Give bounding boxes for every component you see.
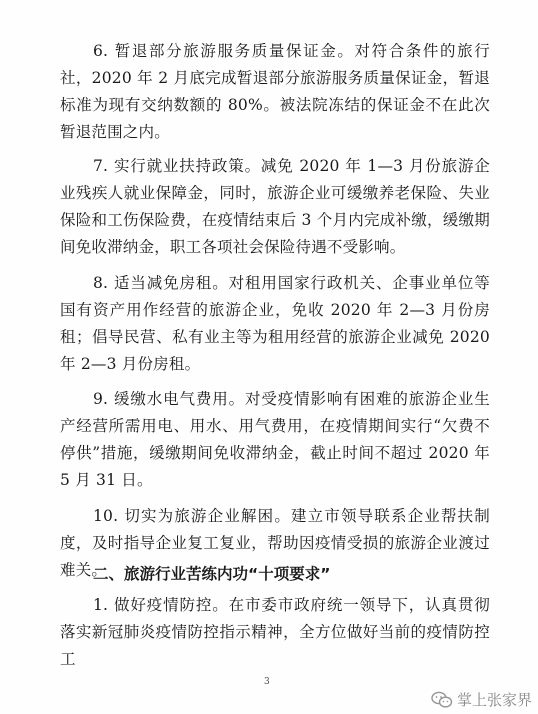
watermark-text: 掌上张家界 (456, 691, 532, 709)
paragraph-10: 10. 切实为旅游企业解困。建立市领导联系企业帮扶制度，及时指导企业复工复业，帮助因疫情受损的旅游企业渡过难关。 (60, 507, 490, 579)
paragraph-9: 9. 缓缴水电气费用。对受疫情影响有困难的旅游企业生产经营所需用电、用水、用气费用，在疫情期间实行“欠费不停供”措施，缓缴期间免收滞纳金，截止时间不超过 2020 年 5 月 31 日。 (60, 390, 490, 489)
paragraph-8: 8. 适当减免房租。对租用国家行政机关、企事业单位等国有资产用作经营的旅游企业，免收 2020 年 2—3 月份房租；倡导民营、私有业主等为租用经营的旅游企业减免 2020 年 2—3 月份房租。 (60, 274, 490, 373)
paragraph-7: 7. 实行就业扶持政策。减免 2020 年 1—3 月份旅游企业残疾人就业保障金，同时，旅游企业可缓缴养老保险、失业保险和工伤保险费，在疫情结束后 3 个月内完成补缴，缓缴期间免收滞纳金，职工各项社会保险待遇不受影响。 (60, 157, 490, 256)
page-number: 3 (264, 677, 270, 687)
wechat-icon (431, 691, 453, 709)
paragraph-6: 6. 暂退部分旅游服务质量保证金。对符合条件的旅行社，2020 年 2 月底完成暂退部分旅游服务质量保证金，暂退标准为现有交纳数额的 80%。被法院冻结的保证金不在此次暂退范围之内。 (60, 42, 490, 141)
paragraph-requirement-1: 1. 做好疫情防控。在市委市政府统一领导下，认真贯彻落实新冠肺炎疫情防控指示精神，全方位做好当前的疫情防控工 (60, 596, 490, 668)
watermark (431, 689, 532, 710)
section-heading: 二、旅游行业苦练内功“十项要求” (93, 565, 331, 583)
